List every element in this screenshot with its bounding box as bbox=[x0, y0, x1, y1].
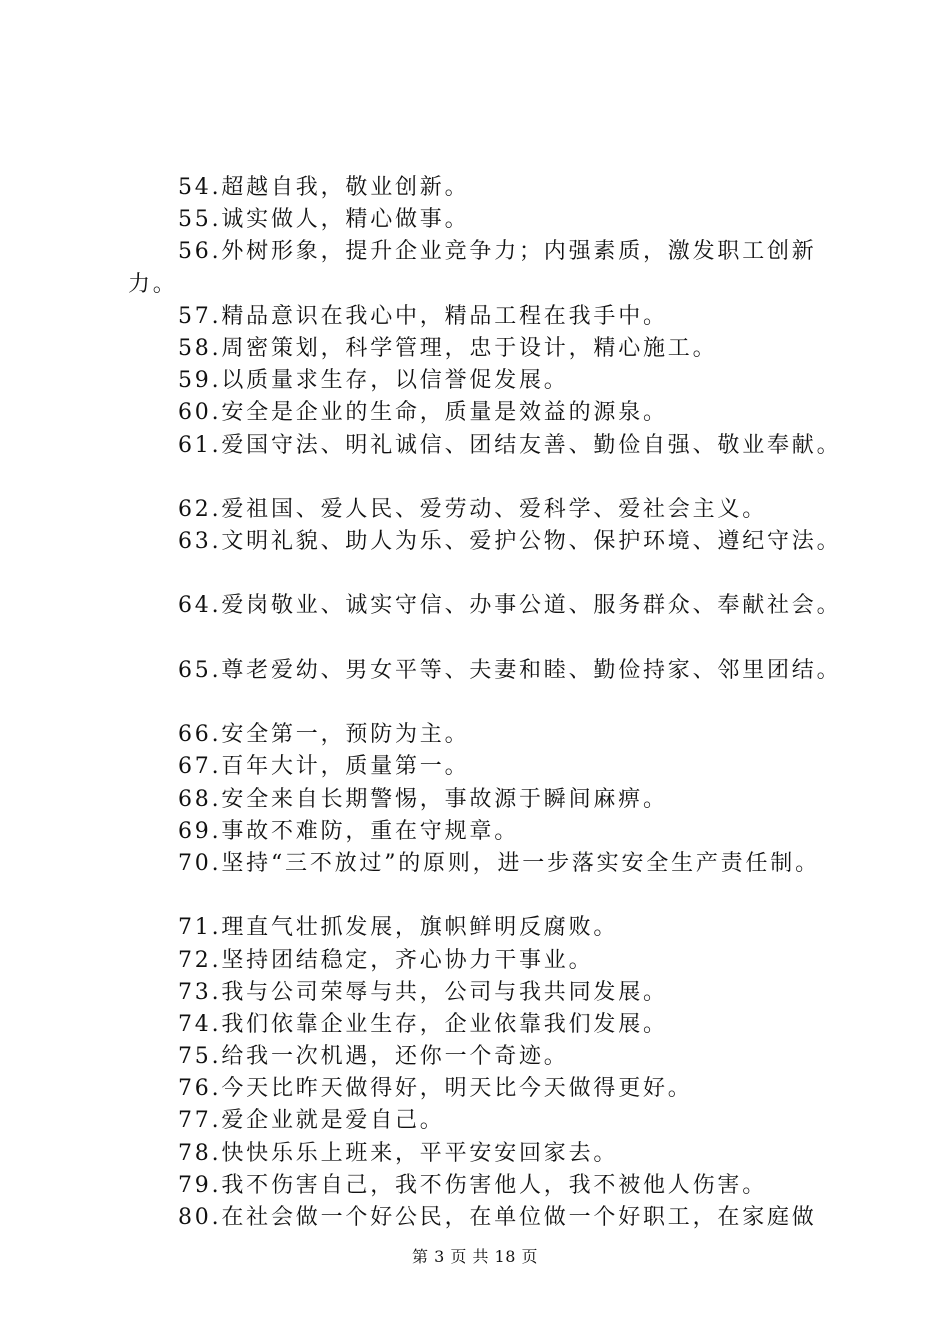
slogan-item: 74.我们依靠企业生存，企业依靠我们发展。 bbox=[178, 1011, 668, 1037]
slogan-item-continuation: 力。 bbox=[128, 271, 178, 297]
slogan-item: 63.文明礼貌、助人为乐、爱护公物、保护环境、遵纪守法。 bbox=[178, 529, 842, 555]
slogan-item: 71.理直气壮抓发展，旗帜鲜明反腐败。 bbox=[178, 915, 619, 941]
blank-line bbox=[128, 623, 858, 655]
slogan-item: 56.外树形象，提升企业竞争力；内强素质，激发职工创新 bbox=[178, 239, 817, 265]
slogan-item: 65.尊老爱幼、男女平等、夫妻和睦、勤俭持家、邻里团结。 bbox=[178, 657, 842, 683]
slogan-item: 69.事故不难防，重在守规章。 bbox=[178, 818, 519, 844]
slogan-item: 76.今天比昨天做得好，明天比今天做得更好。 bbox=[178, 1076, 693, 1102]
slogan-item: 78.快快乐乐上班来，平平安安回家去。 bbox=[178, 1140, 619, 1166]
slogan-item: 72.坚持团结稳定，齐心协力干事业。 bbox=[178, 947, 594, 973]
slogan-item: 73.我与公司荣辱与共，公司与我共同发展。 bbox=[178, 979, 668, 1005]
slogan-list bbox=[128, 172, 858, 1234]
slogan-item: 70.坚持“三不放过”的原则，进一步落实安全生产责任制。 bbox=[178, 850, 820, 876]
slogan-item: 80.在社会做一个好公民，在单位做一个好职工，在家庭做 bbox=[178, 1205, 817, 1230]
slogan-item: 57.精品意识在我心中，精品工程在我手中。 bbox=[178, 303, 668, 329]
slogan-item: 66.安全第一，预防为主。 bbox=[178, 722, 470, 748]
slogan-item: 67.百年大计，质量第一。 bbox=[178, 754, 470, 780]
slogan-item: 61.爱国守法、明礼诚信、团结友善、勤俭自强、敬业奉献。 bbox=[178, 432, 842, 458]
page-footer: 第 3 页 共 18 页 bbox=[412, 1247, 538, 1266]
slogan-item: 59.以质量求生存，以信誉促发展。 bbox=[178, 368, 569, 394]
blank-line bbox=[128, 880, 858, 912]
slogan-item: 60.安全是企业的生命，质量是效益的源泉。 bbox=[178, 400, 668, 426]
blank-line bbox=[128, 558, 858, 590]
slogan-item: 64.爱岗敬业、诚实守信、办事公道、服务群众、奉献社会。 bbox=[178, 593, 842, 619]
slogan-item: 77.爱企业就是爱自己。 bbox=[178, 1108, 445, 1134]
blank-line bbox=[128, 687, 858, 719]
slogan-item: 55.诚实做人，精心做事。 bbox=[178, 207, 470, 233]
slogan-item: 79.我不伤害自己，我不伤害他人，我不被他人伤害。 bbox=[178, 1172, 767, 1198]
blank-line bbox=[128, 462, 858, 494]
slogan-item: 62.爱祖国、爱人民、爱劳动、爱科学、爱社会主义。 bbox=[178, 496, 767, 522]
slogan-item: 58.周密策划，科学管理，忠于设计，精心施工。 bbox=[178, 335, 718, 361]
slogan-item: 68.安全来自长期警惕，事故源于瞬间麻痹。 bbox=[178, 786, 668, 812]
slogan-item: 54.超越自我，敬业创新。 bbox=[178, 175, 470, 200]
slogan-item: 75.给我一次机遇，还你一个奇迹。 bbox=[178, 1044, 569, 1070]
